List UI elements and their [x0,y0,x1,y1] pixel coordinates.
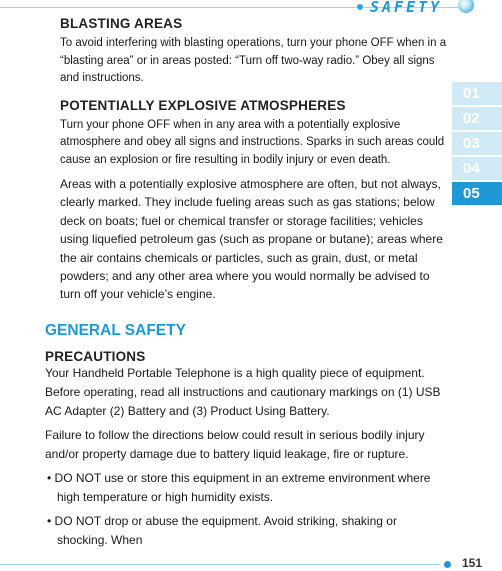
chapter-tab-02[interactable]: 02 [452,107,502,130]
chapter-tabs [452,82,502,207]
precautions-paragraph-2: Failure to follow the directions below could result in serious bodily injury and/or property damage due to battery liquid leakage, fire or rupture. [45,427,425,461]
bullet-item-2: • DO NOT drop or abuse the equipment. Avoid striking, shaking or shocking. When [47,513,397,547]
explosive-paragraph-2: Areas with a potentially explosive atmosphere are often, but not always, clearly marked. They include fueling areas such as gas stations; below deck on boats; fuel or chemical transfer or storage facilities; vehicles using liquefied petroleum gas (such as propane or butane); areas where the air contains chemicals or particles, such as grain, dust, or metal powders; and any other area where you would normally be advised to turn off your vehicle’s engine. [60,177,443,302]
page-content [45,16,449,550]
blasting-text: To avoid interfering with blasting operations, turn your phone OFF when in a “blasting area” or in areas posted: “Turn off two-way radio.” Obey all signs and instructions. [60,37,447,84]
blasting-heading: BLASTING AREAS [60,16,183,31]
header-dot-small [357,4,363,10]
footer-rule [0,564,440,565]
bullet-item-1: • DO NOT use or store this equipment in an extreme environment where high temperature or high humidity exists. [47,470,431,504]
explosive-heading: POTENTIALLY EXPLOSIVE ATMOSPHERES [60,97,346,113]
precautions-paragraph-1: Your Handheld Portable Telephone is a high quality piece of equipment. Before operating, read all instructions and cautionary markings on (1) USB AC Adapter (2) Battery and (3) Product Using Battery. [45,365,441,418]
chapter-tab-05[interactable]: 05 [452,182,502,205]
general-safety-title: GENERAL SAFETY [45,321,186,339]
section-header-title: SAFETY [370,0,443,16]
chapter-tab-01[interactable]: 01 [452,82,502,105]
chapter-tab-03[interactable]: 03 [452,132,502,155]
page-number: 151 [462,556,483,570]
explosive-paragraph-1: Turn your phone OFF when in any area with a potentially explosive atmosphere and obey all signs and instructions. Sparks in such areas could cause an explosion or fire resulting in bodily injury or even death. [60,118,445,166]
chapter-tab-04[interactable]: 04 [452,157,502,180]
precautions-heading: PRECAUTIONS [45,348,146,364]
header-orb-icon [458,0,474,13]
footer-dot [444,561,451,568]
